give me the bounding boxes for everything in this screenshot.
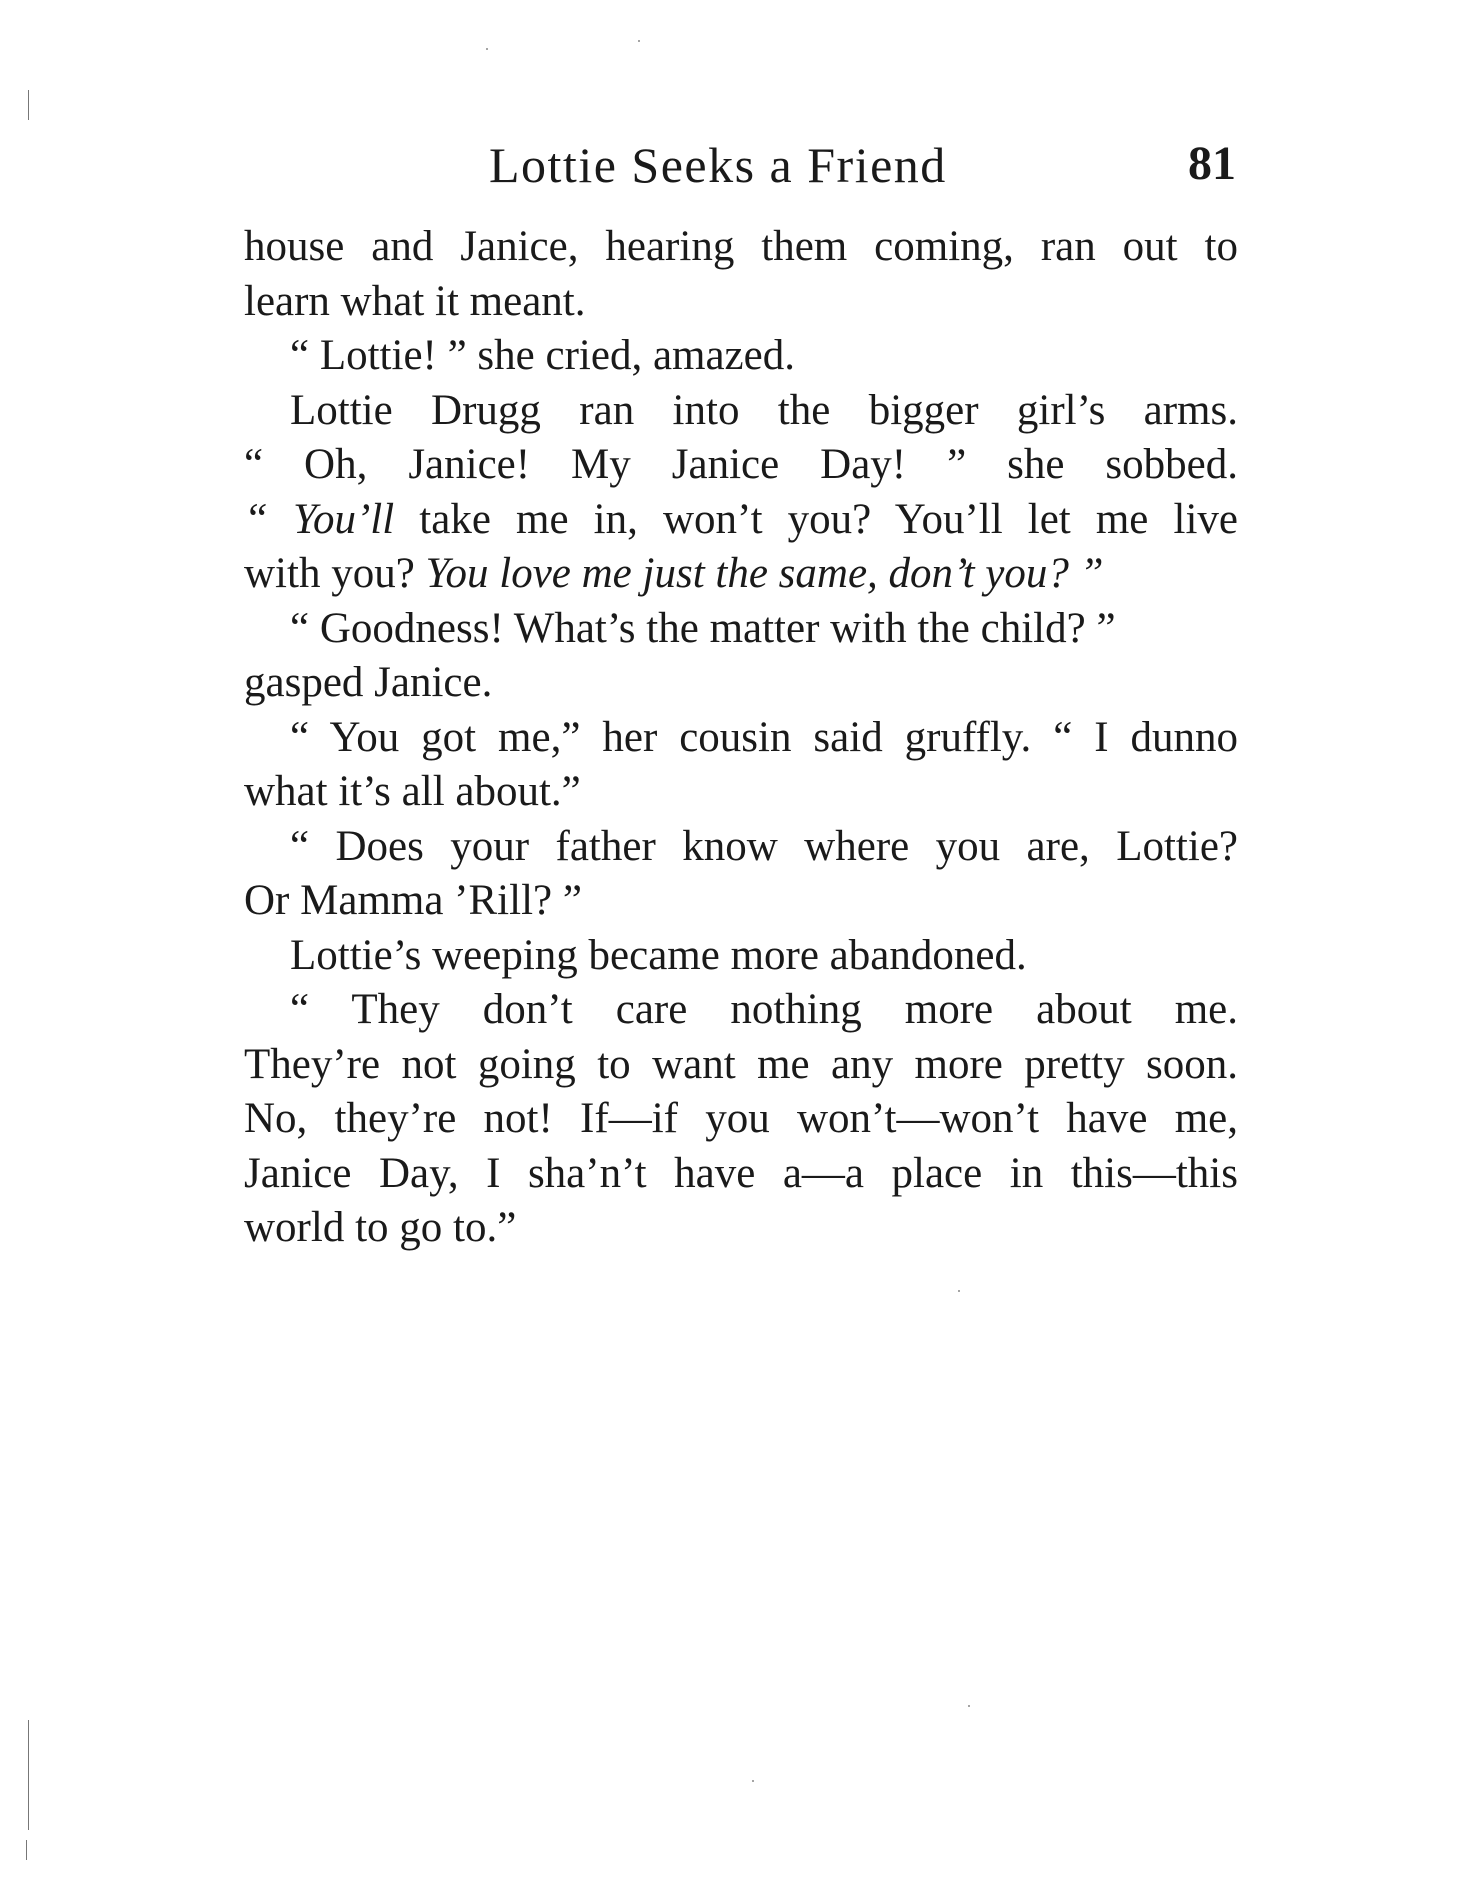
text-segment: take me in, won’t you? You’ll let me live — [394, 495, 1238, 543]
text-line — [244, 983, 1238, 1038]
text-segment: “ Goodness! What’s the matter with the child? ” — [290, 604, 1116, 652]
scan-speck — [486, 48, 488, 50]
page-header — [244, 136, 1244, 196]
text-line — [244, 1147, 1238, 1202]
text-line — [244, 329, 1238, 384]
text-segment: Or Mamma ’Rill? ” — [244, 877, 582, 924]
text-segment: “ You got me,” her cousin said gruffly. “ I dunno — [290, 713, 1238, 761]
text-line — [244, 438, 1238, 493]
text-segment: No, they’re not! If—if you won’t—won’t have me, — [244, 1095, 1238, 1142]
scan-speck — [752, 1780, 754, 1782]
text-line — [244, 275, 1238, 330]
scan-speck — [958, 1290, 960, 1292]
text-line — [244, 493, 1238, 548]
text-line — [244, 765, 1238, 820]
text-line — [244, 820, 1238, 875]
text-segment: gasped Janice. — [244, 659, 493, 706]
page-number: 81 — [1188, 137, 1236, 190]
scan-edge-mark — [26, 1840, 27, 1860]
text-segment: “ They don’t care nothing more about me. — [290, 986, 1238, 1033]
text-segment-italic: “ You’ll — [244, 495, 395, 543]
text-line — [244, 1038, 1238, 1093]
text-segment: what it’s all about.” — [244, 768, 581, 815]
body-text — [244, 220, 1238, 1256]
text-line — [244, 656, 1238, 711]
scan-speck — [968, 1705, 970, 1707]
text-segment: with you? — [244, 550, 426, 597]
running-title: Lottie Seeks a Friend — [489, 137, 947, 193]
text-segment: “ Oh, Janice! My Janice Day! ” she sobbed. — [244, 441, 1238, 488]
text-segment: learn what it meant. — [244, 277, 586, 325]
text-line — [244, 547, 1238, 602]
scan-edge-mark — [28, 90, 29, 120]
text-segment: “ Lottie! ” she cried, amazed. — [290, 332, 795, 379]
text-segment: house and Janice, hearing them coming, ran out to — [244, 223, 1238, 270]
text-line — [244, 874, 1238, 929]
text-line — [244, 384, 1238, 439]
text-segment: world to go to.” — [244, 1204, 517, 1251]
text-segment: “ Does your father know where you are, Lottie? — [290, 822, 1238, 870]
text-line — [244, 711, 1238, 766]
text-line — [244, 602, 1238, 657]
text-line — [244, 220, 1238, 275]
text-segment: Janice Day, I sha’n’t have a—a place in this—this — [244, 1149, 1238, 1197]
scan-edge-mark — [28, 1720, 29, 1830]
text-segment-italic: You love me just the same, don’t you? ” — [425, 550, 1104, 597]
text-line — [244, 929, 1238, 984]
text-segment: Lottie Drugg ran into the bigger girl’s arms. — [290, 386, 1238, 434]
text-line — [244, 1092, 1238, 1147]
text-segment: Lottie’s weeping became more abandoned. — [290, 931, 1027, 979]
text-segment: They’re not going to want me any more pretty soon. — [244, 1040, 1238, 1088]
scan-speck — [638, 40, 640, 42]
text-line — [244, 1201, 1238, 1256]
